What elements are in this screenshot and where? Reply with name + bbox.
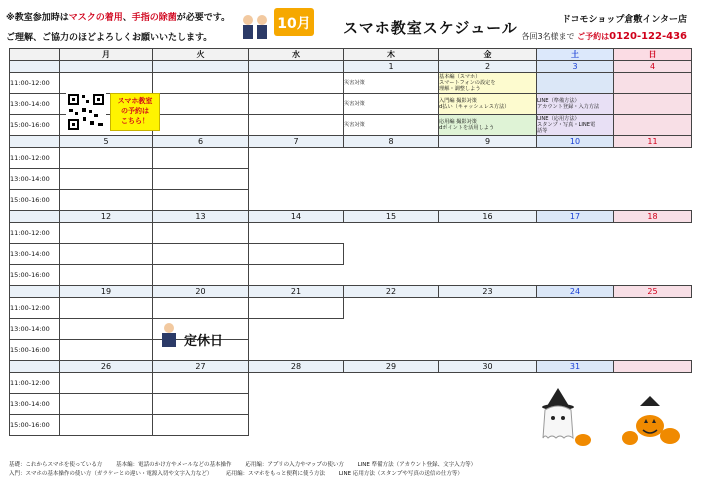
date-number: 20 [153,286,249,298]
weekday-header-row [10,49,692,61]
time-slot-label: 15:00-16:00 [10,265,60,286]
empty-cell [60,169,153,190]
empty-cell [60,319,153,340]
staff-bow-icon [158,322,180,348]
empty-cell [153,223,249,244]
staff-illustration-icon [238,6,334,40]
date-number [249,61,344,73]
date-number [60,61,153,73]
empty-cell [153,115,249,136]
class-cell-text: LINE（応用方法） [537,115,580,122]
class-cell-text: dポイントを活用しよう [439,125,495,131]
class-cell[interactable] [344,94,439,115]
empty-cell [60,244,153,265]
date-number: 27 [153,361,249,373]
empty-cell [153,169,249,190]
empty-cell [153,373,249,394]
time-slot-label: 11:00-12:00 [10,148,60,169]
shop-name: ドコモショップ倉敷インター店 [561,15,687,25]
time-slot-label: 11:00-12:00 [10,298,60,319]
date-row-blank [10,286,60,298]
class-cell-text: 災害対策 [344,79,365,86]
date-number: 6 [153,136,249,148]
empty-cell [153,265,249,286]
empty-cell [614,73,692,94]
date-number: 23 [439,286,537,298]
weekday-fri: 金 [439,49,537,61]
date-row-blank [10,211,60,223]
empty-cell [537,73,614,94]
date-number: 28 [249,361,344,373]
page-title: スマホ教室スケジュール [343,19,518,37]
empty-cell [60,73,153,94]
empty-cell [60,394,153,415]
date-number: 18 [614,211,692,223]
notice-line-2: ご理解、ご協力のほどよろしくお願いいたします。 [6,33,213,43]
class-cell[interactable] [439,73,537,94]
time-slot-row [10,148,692,169]
date-row [10,61,692,73]
date-number [153,61,249,73]
legend-line-applied: LINE 応用方法（スタンプや写真の送信の仕方等） [338,471,463,477]
time-slot-label: 11:00-12:00 [10,223,60,244]
class-cell[interactable] [344,73,439,94]
date-number: 2 [439,61,537,73]
date-number: 13 [153,211,249,223]
date-number: 12 [60,211,153,223]
class-cell-text: LINE（準備方法） [537,97,580,104]
time-slot-label: 13:00-14:00 [10,94,60,115]
month-badge: 10月 [277,16,311,32]
time-slot-label: 15:00-16:00 [10,190,60,211]
halloween-pumpkin-icon [620,396,682,450]
date-number: 4 [614,61,692,73]
time-slot-label: 13:00-14:00 [10,394,60,415]
class-cell-text: 応用編 撮影対策 [439,118,477,125]
class-cell[interactable] [439,115,537,136]
header [0,0,701,43]
weekday-header-blank [10,49,60,61]
date-number: 31 [537,361,614,373]
date-number: 22 [344,286,439,298]
notice-line-1: ※教室参加時はマスクの着用、手指の除菌が必要です。 [6,13,231,23]
date-row [10,136,692,148]
weekday-sat: 土 [537,49,614,61]
legend-basic: 基礎：これからスマホを使っている方 [9,462,103,468]
qr-code-icon[interactable] [66,92,106,132]
time-slot-label: 11:00-12:00 [10,73,60,94]
time-slot-row [10,244,692,265]
time-slot-row [10,169,692,190]
empty-cell [60,340,153,361]
empty-cell [153,415,249,436]
time-slot-label: 15:00-16:00 [10,340,60,361]
empty-cell [60,373,153,394]
course-legend [9,461,699,479]
closed-day-label: 定休日 [184,334,224,349]
reservation-note[interactable]: スマホ教室 の予約は こちら！ [110,93,160,131]
legend-applied: 応用編：アプリの入力やマップの使い方 [245,462,344,468]
date-row-blank [10,136,60,148]
empty-cell [60,148,153,169]
empty-cell [153,244,249,265]
time-slot-row [10,319,692,340]
empty-cell [614,94,692,115]
empty-cell [153,73,249,94]
empty-cell [249,244,344,265]
class-cell-text: d払い（キャッシュレス方法） [439,104,510,110]
class-cell[interactable] [344,115,439,136]
empty-cell [153,298,249,319]
weekday-mon: 月 [60,49,153,61]
date-number: 21 [249,286,344,298]
empty-cell [153,94,249,115]
empty-cell [249,73,344,94]
class-cell-text: 基本編（スマホ） [439,73,481,80]
date-number: 3 [537,61,614,73]
class-cell-text: 話等 [537,128,548,135]
reservation-line: 各回3名様まで ご予約は0120-122-436 [521,31,687,42]
time-slot-label: 15:00-16:00 [10,115,60,136]
time-slot-row [10,190,692,211]
date-number: 10 [537,136,614,148]
time-slot-row [10,73,692,94]
date-number: 1 [344,61,439,73]
class-cell[interactable] [439,94,537,115]
date-number: 15 [344,211,439,223]
class-cell-text: スタンプ・写真・LINE電 [537,121,596,128]
empty-cell [249,94,344,115]
date-row-blank [10,361,60,373]
legend-line-setup: LINE 準備方法（アカウント登録、文字入力等） [357,462,477,468]
empty-cell [60,223,153,244]
time-slot-row [10,223,692,244]
legend-standard: 基本編：電話のかけ方やメールなどの基本操作 [116,462,232,468]
empty-cell [153,394,249,415]
halloween-ghost-icon [533,388,593,448]
time-slot-row [10,298,692,319]
date-number: 29 [344,361,439,373]
date-row [10,361,692,373]
date-number: 24 [537,286,614,298]
class-cell-text: 理解・調整しよう [439,86,481,93]
date-number [614,361,692,373]
date-number: 16 [439,211,537,223]
weekday-thu: 木 [344,49,439,61]
class-cell[interactable] [537,115,614,136]
time-slot-row [10,340,692,361]
time-slot-label: 13:00-14:00 [10,169,60,190]
date-row-blank [10,61,60,73]
legend-intro: 入門：スマホの基本操作の使い方（ガラケーとの違い・電源入切や文字入力など） [9,471,213,477]
date-number: 8 [344,136,439,148]
date-number: 19 [60,286,153,298]
class-cell-text: スマートフォンの設定を [439,79,496,86]
empty-cell [249,115,344,136]
class-cell[interactable] [537,94,614,115]
date-number: 30 [439,361,537,373]
empty-cell [60,265,153,286]
weekday-sun: 日 [614,49,692,61]
date-number: 25 [614,286,692,298]
weekday-wed: 水 [249,49,344,61]
empty-cell [60,298,153,319]
time-slot-row [10,265,692,286]
time-slot-label: 15:00-16:00 [10,415,60,436]
date-number: 17 [537,211,614,223]
date-number: 9 [439,136,537,148]
class-cell-text: アカウント登録・入力方法 [537,104,600,110]
empty-cell [153,190,249,211]
time-slot-label: 13:00-14:00 [10,244,60,265]
date-number: 11 [614,136,692,148]
weekday-tue: 火 [153,49,249,61]
date-row [10,211,692,223]
time-slot-label: 13:00-14:00 [10,319,60,340]
phone-number: 0120-122-436 [609,31,687,42]
date-number: 26 [60,361,153,373]
date-row [10,286,692,298]
time-slot-label: 11:00-12:00 [10,373,60,394]
empty-cell [249,298,344,319]
class-cell-text: 入門編 撮影対策 [439,97,477,104]
empty-cell [614,115,692,136]
class-cell-text: 災害対策 [344,121,365,128]
date-number: 5 [60,136,153,148]
empty-cell [153,148,249,169]
legend-applied-2: 応用編：スマホをもっと便利に使う方法 [226,471,326,477]
class-cell-text: 災害対策 [344,100,365,107]
empty-cell [60,190,153,211]
date-number: 7 [249,136,344,148]
date-number: 14 [249,211,344,223]
empty-cell [60,415,153,436]
